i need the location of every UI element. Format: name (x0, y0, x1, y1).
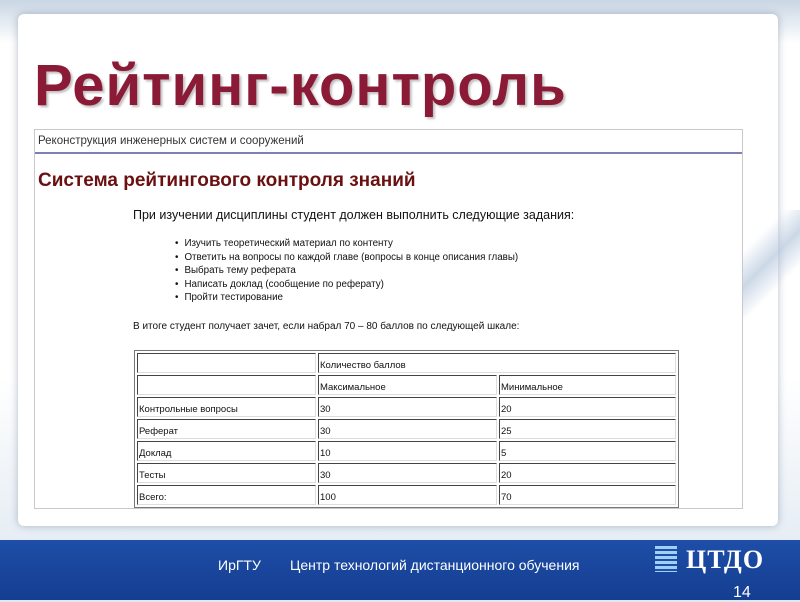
table-row (137, 397, 676, 417)
table-row (137, 375, 676, 395)
embedded-screenshot (34, 129, 743, 509)
max-value: 100 (318, 485, 497, 505)
row-label: Реферат (137, 419, 316, 439)
page-number: 14 (733, 584, 751, 601)
table-col-header-min: Минимальное (499, 375, 676, 395)
table-cell-empty (137, 375, 316, 395)
list-item: • Ответить на вопросы по каждой главе (вопросы в конце описания главы) (175, 251, 518, 265)
table-group-header: Количество баллов (318, 353, 676, 373)
grading-table (134, 350, 679, 508)
slide-title: Рейтинг-контроль (34, 53, 567, 118)
min-value: 5 (499, 441, 676, 461)
page-heading: Система рейтингового контроля знаний (38, 170, 416, 191)
header-divider (35, 152, 742, 154)
table-cell-empty (137, 353, 316, 373)
list-item: • Изучить теоретический материал по контенту (175, 237, 518, 251)
row-label: Доклад (137, 441, 316, 461)
ctdo-logo: ЦТДО (686, 545, 765, 574)
course-header: Реконструкция инженерных систем и сооружений (38, 135, 304, 147)
table-row (137, 485, 676, 505)
min-value: 25 (499, 419, 676, 439)
row-label: Тесты (137, 463, 316, 483)
row-label: Всего: (137, 485, 316, 505)
max-value: 10 (318, 441, 497, 461)
table-row (137, 353, 676, 373)
table-row (137, 419, 676, 439)
list-item: • Пройти тестирование (175, 291, 518, 305)
footer-center-name: Центр технологий дистанционного обучения (290, 557, 580, 573)
max-value: 30 (318, 419, 497, 439)
row-label: Контрольные вопросы (137, 397, 316, 417)
min-value: 70 (499, 485, 676, 505)
logo-stripes-icon (655, 546, 677, 572)
max-value: 30 (318, 463, 497, 483)
task-list (175, 237, 518, 305)
list-item: • Написать доклад (сообщение по реферату) (175, 278, 518, 292)
table-col-header-max: Максимальное (318, 375, 497, 395)
footer-org: ИрГТУ (218, 557, 261, 573)
intro-text: При изучении дисциплины студент должен выполнить следующие задания: (133, 208, 575, 222)
table-row (137, 463, 676, 483)
min-value: 20 (499, 463, 676, 483)
list-item: • Выбрать тему реферата (175, 264, 518, 278)
footer-bar (0, 540, 800, 600)
max-value: 30 (318, 397, 497, 417)
min-value: 20 (499, 397, 676, 417)
table-row (137, 441, 676, 461)
summary-text: В итоге студент получает зачет, если набрал 70 – 80 баллов по следующей шкале: (133, 321, 520, 332)
